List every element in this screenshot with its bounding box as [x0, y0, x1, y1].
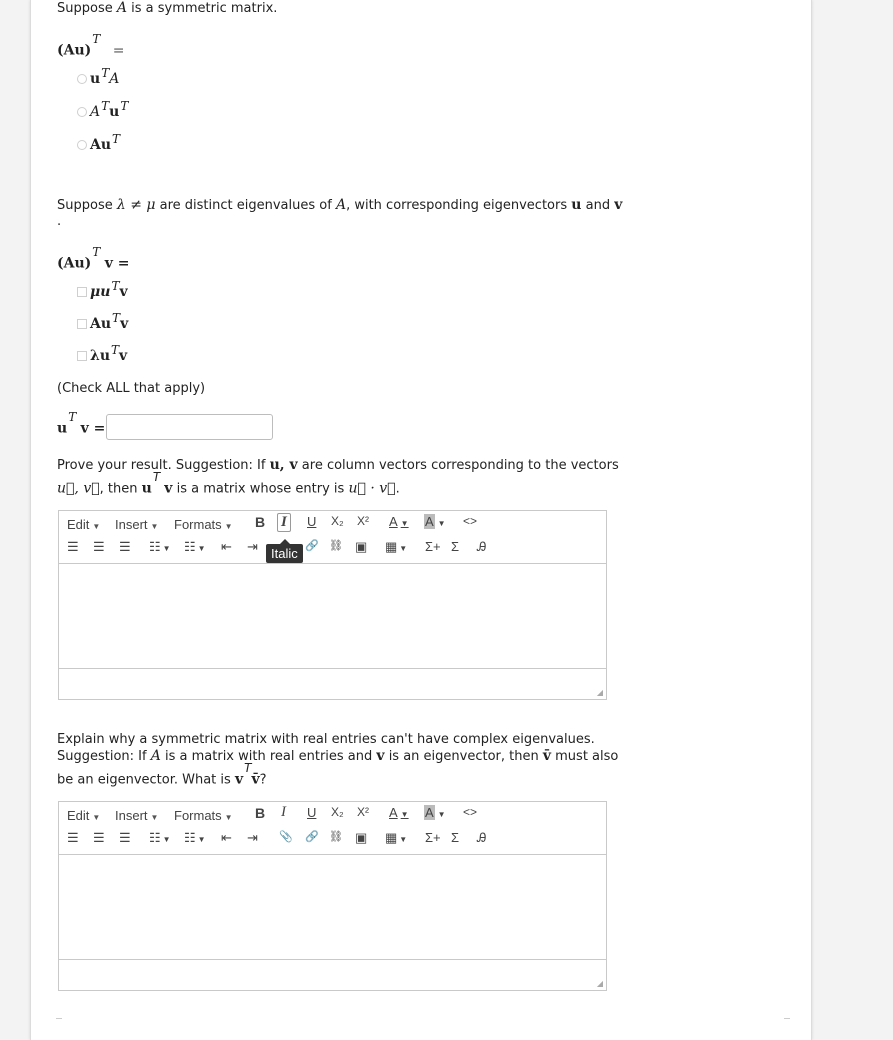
- q2-intro-c: , with corresponding eigenvectors: [346, 198, 568, 213]
- q4-line1-a: Prove your result. Suggestion: If: [57, 458, 266, 473]
- q2-intro-a: Suppose: [57, 198, 113, 213]
- q1-lhs: [57, 32, 125, 59]
- q4-line2-sup: T: [152, 470, 161, 484]
- superscript-button[interactable]: X²: [357, 514, 369, 528]
- chevron-down-icon: ▼: [150, 813, 159, 822]
- editor-1-content-area[interactable]: [59, 564, 606, 669]
- align-right-icon[interactable]: ☰: [119, 539, 131, 554]
- q2-option-3-checkbox[interactable]: [77, 351, 87, 361]
- q5-line2-vbar: v̄: [542, 748, 551, 764]
- bg-color-icon: A: [425, 514, 434, 529]
- q2-option-3-tail: v: [119, 348, 128, 364]
- chevron-down-icon: ▼: [224, 813, 233, 822]
- q2-lhs-base: (Au): [57, 255, 92, 272]
- q2-option-1-checkbox[interactable]: [77, 287, 87, 297]
- q1-option-2[interactable]: [77, 99, 129, 120]
- sum-icon[interactable]: Σ: [451, 830, 460, 845]
- special-char-icon[interactable]: Ꭿ: [477, 830, 487, 845]
- q2-lhs-tail: v =: [104, 255, 130, 272]
- editor-2-toolbar: [59, 802, 606, 855]
- bullet-list-icon: ☷: [149, 830, 161, 845]
- source-code-button[interactable]: <>: [463, 805, 478, 819]
- chevron-down-icon: ▼: [197, 544, 206, 553]
- chevron-down-icon: ▼: [162, 544, 171, 553]
- chevron-down-icon: ▼: [399, 835, 408, 844]
- chevron-down-icon: ▼: [224, 522, 233, 531]
- indent-icon[interactable]: ⇥: [247, 830, 258, 845]
- chevron-down-icon: ▼: [437, 519, 446, 528]
- chevron-down-icon: ▼: [400, 810, 409, 819]
- align-center-icon[interactable]: ☰: [93, 539, 105, 554]
- q5-line2-v: v: [376, 748, 385, 764]
- num-list-button[interactable]: [184, 539, 206, 555]
- q4-line2-math2: u⃗ · v⃗: [348, 480, 396, 497]
- q2-option-2-checkbox[interactable]: [77, 319, 87, 329]
- q1-intro-text: Suppose: [57, 1, 113, 16]
- italic-button[interactable]: I: [281, 804, 286, 820]
- source-code-button[interactable]: <>: [463, 514, 478, 528]
- q1-option-1-tail: A: [109, 71, 120, 87]
- outdent-icon[interactable]: ⇤: [221, 830, 232, 845]
- q1-lhs-sup: T: [92, 32, 101, 46]
- q3-lhs: [57, 410, 106, 437]
- q2-option-2-tail: v: [120, 316, 129, 332]
- editor-2-menu-insert[interactable]: [115, 808, 158, 823]
- q3-lhs-sup: T: [68, 410, 77, 424]
- align-center-icon[interactable]: ☰: [93, 830, 105, 845]
- chevron-down-icon: ▼: [162, 835, 171, 844]
- chevron-down-icon: ▼: [399, 544, 408, 553]
- bg-color-icon: A: [425, 805, 434, 820]
- chevron-down-icon: ▼: [197, 835, 206, 844]
- q5-line2-a: Suggestion: If: [57, 749, 147, 764]
- unlink-icon[interactable]: ⛓: [329, 540, 343, 552]
- q2-intro-v: v: [614, 197, 623, 213]
- bg-color-button[interactable]: [424, 805, 446, 820]
- q2-option-3[interactable]: [77, 343, 128, 364]
- sum-plus-icon[interactable]: Σ+: [425, 539, 441, 554]
- q2-option-1[interactable]: [77, 279, 128, 300]
- editor-1-toolbar: [59, 511, 606, 564]
- bullet-list-button[interactable]: [149, 830, 171, 846]
- editor-1-statusbar: [59, 669, 606, 699]
- q5-line2-A: A: [150, 748, 161, 764]
- q3-lhs-tail: v =: [80, 420, 106, 437]
- q4-line1-b: are column vectors corresponding to the vectors: [301, 458, 619, 473]
- q2-intro-b: are distinct eigenvalues of: [159, 198, 332, 213]
- editor-2-statusbar: [59, 960, 606, 990]
- underline-button[interactable]: U: [307, 514, 317, 529]
- numbered-list-icon: ☷: [184, 830, 196, 845]
- subscript-button[interactable]: X₂: [331, 805, 344, 819]
- q4-line2: [57, 470, 400, 497]
- editor-1-menu-edit[interactable]: [67, 517, 100, 532]
- q3-lhs-base: u: [57, 420, 68, 437]
- editor-2-menu-edit[interactable]: [67, 808, 100, 823]
- q1-option-1-sup: T: [101, 66, 110, 80]
- editor-2-menu-edit-label: Edit: [67, 808, 90, 823]
- editor-2-content-area[interactable]: [59, 855, 606, 960]
- q1-option-2-radio[interactable]: [77, 107, 87, 117]
- q2-option-2-pre: Au: [90, 316, 112, 332]
- q2-note: (Check ALL that apply): [57, 381, 206, 396]
- q4-line2-math: u⃗, v⃗: [57, 480, 100, 497]
- underline-button[interactable]: U: [307, 805, 317, 820]
- q5-line2-d: must also: [555, 749, 619, 764]
- q2-option-3-sup: T: [111, 343, 120, 357]
- q1-option-3-sup: T: [112, 132, 121, 146]
- editor-1-menu-edit-label: Edit: [67, 517, 90, 532]
- resize-handle-icon[interactable]: ◢: [596, 688, 603, 697]
- editor-2-menu-insert-label: Insert: [115, 808, 148, 823]
- align-left-icon[interactable]: ☰: [67, 830, 79, 845]
- superscript-button[interactable]: X²: [357, 805, 369, 819]
- link-icon[interactable]: 🔗: [305, 540, 319, 552]
- q5-line3-a: be an eigenvector. What is: [57, 772, 231, 788]
- q2-intro-math: λ ≠ μ: [116, 197, 156, 213]
- q5-line2: [57, 748, 618, 764]
- q1-option-1[interactable]: [77, 66, 120, 87]
- q2-intro-u: u: [571, 197, 582, 213]
- special-char-icon[interactable]: Ꭿ: [477, 539, 487, 554]
- align-left-icon[interactable]: ☰: [67, 539, 79, 554]
- subscript-button[interactable]: X₂: [331, 514, 344, 528]
- bg-color-button[interactable]: [424, 514, 446, 529]
- q1-option-1-radio[interactable]: [77, 74, 87, 84]
- attach-icon[interactable]: 📎: [279, 831, 293, 843]
- chevron-down-icon: ▼: [92, 522, 101, 531]
- q2-option-2[interactable]: [77, 311, 129, 332]
- editor-1-menu-formats-label: Formats: [174, 517, 222, 532]
- q1-option-2-tail: u: [109, 104, 120, 120]
- chevron-down-icon: ▼: [400, 519, 409, 528]
- q5-line3-sup: T: [244, 761, 252, 775]
- editor-1-menu-insert-label: Insert: [115, 517, 148, 532]
- editor-1-menu-insert[interactable]: [115, 517, 158, 532]
- resize-handle-icon[interactable]: ◢: [596, 979, 603, 988]
- q4-line1-math: u, v: [269, 457, 298, 473]
- q5-line2-c: is an eigenvector, then: [388, 749, 539, 764]
- editor-1-menu-formats[interactable]: [174, 517, 233, 532]
- editor-2-menu-formats-label: Formats: [174, 808, 222, 823]
- font-color-button[interactable]: [389, 514, 409, 529]
- q1-intro: [57, 0, 277, 16]
- bold-button[interactable]: B: [255, 514, 266, 530]
- q2-lhs-sup: T: [92, 245, 101, 259]
- bold-button[interactable]: B: [255, 805, 266, 821]
- q2-lhs: [57, 245, 130, 272]
- q4-line2-v: v: [164, 480, 173, 497]
- table-icon: ▦: [385, 539, 398, 554]
- question-sheet: [30, 0, 812, 1040]
- link-icon[interactable]: 🔗: [305, 831, 319, 843]
- bullet-list-button[interactable]: [149, 539, 171, 555]
- q1-option-1-base: u: [90, 71, 101, 87]
- q4-line2-u: u: [141, 480, 152, 497]
- q1-option-3-base: Au: [90, 137, 112, 153]
- table-button[interactable]: [385, 830, 407, 846]
- unlink-icon[interactable]: ⛓: [329, 831, 343, 843]
- q4-line2-a: , then: [99, 481, 138, 497]
- q4-line2-end: .: [395, 481, 400, 497]
- font-color-icon: A: [389, 805, 398, 820]
- q1-option-3[interactable]: [77, 132, 121, 153]
- italic-button[interactable]: I: [277, 513, 291, 532]
- rich-text-editor-2: [58, 801, 607, 991]
- chevron-down-icon: ▼: [92, 813, 101, 822]
- table-icon: ▦: [385, 830, 398, 845]
- q2-intro: [57, 197, 622, 213]
- q4-line1: [57, 457, 619, 473]
- font-color-button[interactable]: [389, 805, 409, 820]
- q1-option-2-sup: T: [101, 99, 110, 113]
- q1-option-2-base: A: [90, 104, 101, 120]
- image-icon[interactable]: ▣: [355, 539, 368, 554]
- q2-option-1-tail: v: [119, 284, 128, 300]
- q2-option-3-pre: λu: [90, 348, 110, 364]
- q5-line2-b: is a matrix with real entries and: [165, 749, 373, 764]
- editor-2-menu-formats[interactable]: [174, 808, 233, 823]
- num-list-button[interactable]: [184, 830, 206, 846]
- font-color-icon: A: [389, 514, 398, 529]
- q1-intro-rest: is a symmetric matrix.: [131, 1, 278, 16]
- q5-line1: Explain why a symmetric matrix with real entries can't have complex eigenvalues.: [57, 732, 595, 747]
- q1-lhs-eq: =: [112, 42, 125, 59]
- q5-line3-vbar: v̄: [251, 771, 260, 788]
- q2-option-1-sup: T: [111, 279, 120, 293]
- sum-plus-icon[interactable]: Σ+: [425, 830, 441, 845]
- q1-lhs-base: (Au): [57, 42, 92, 59]
- q2-option-2-sup: T: [112, 311, 121, 325]
- q2-intro-var: A: [335, 197, 347, 213]
- chevron-down-icon: ▼: [150, 522, 159, 531]
- q5-line3-v: v: [234, 771, 244, 788]
- q2-intro-and: and: [585, 198, 611, 213]
- align-right-icon[interactable]: ☰: [119, 830, 131, 845]
- q2-option-1-pre: μu: [90, 284, 111, 300]
- q4-line2-b: is a matrix whose entry is: [176, 481, 345, 497]
- numbered-list-icon: ☷: [184, 539, 196, 554]
- chevron-down-icon: ▼: [437, 810, 446, 819]
- q1-option-2-tail-sup: T: [120, 99, 129, 113]
- q2-dot: .: [57, 214, 62, 229]
- italic-tooltip: Italic: [266, 544, 303, 563]
- rich-text-editor-1: [58, 510, 607, 700]
- sum-icon[interactable]: Σ: [451, 539, 460, 554]
- q1-intro-var: A: [116, 0, 127, 16]
- image-icon[interactable]: ▣: [355, 830, 368, 845]
- bullet-list-icon: ☷: [149, 539, 161, 554]
- q3-answer-input[interactable]: [106, 414, 273, 440]
- table-button[interactable]: [385, 539, 407, 555]
- outdent-icon[interactable]: ⇤: [221, 539, 232, 554]
- indent-icon[interactable]: ⇥: [247, 539, 258, 554]
- q5-line3: [57, 761, 267, 788]
- page-bottom-mark-right: [784, 1018, 790, 1019]
- q5-line3-end: ?: [259, 772, 267, 788]
- page-bottom-mark-left: [56, 1018, 62, 1019]
- q1-option-3-radio[interactable]: [77, 140, 87, 150]
